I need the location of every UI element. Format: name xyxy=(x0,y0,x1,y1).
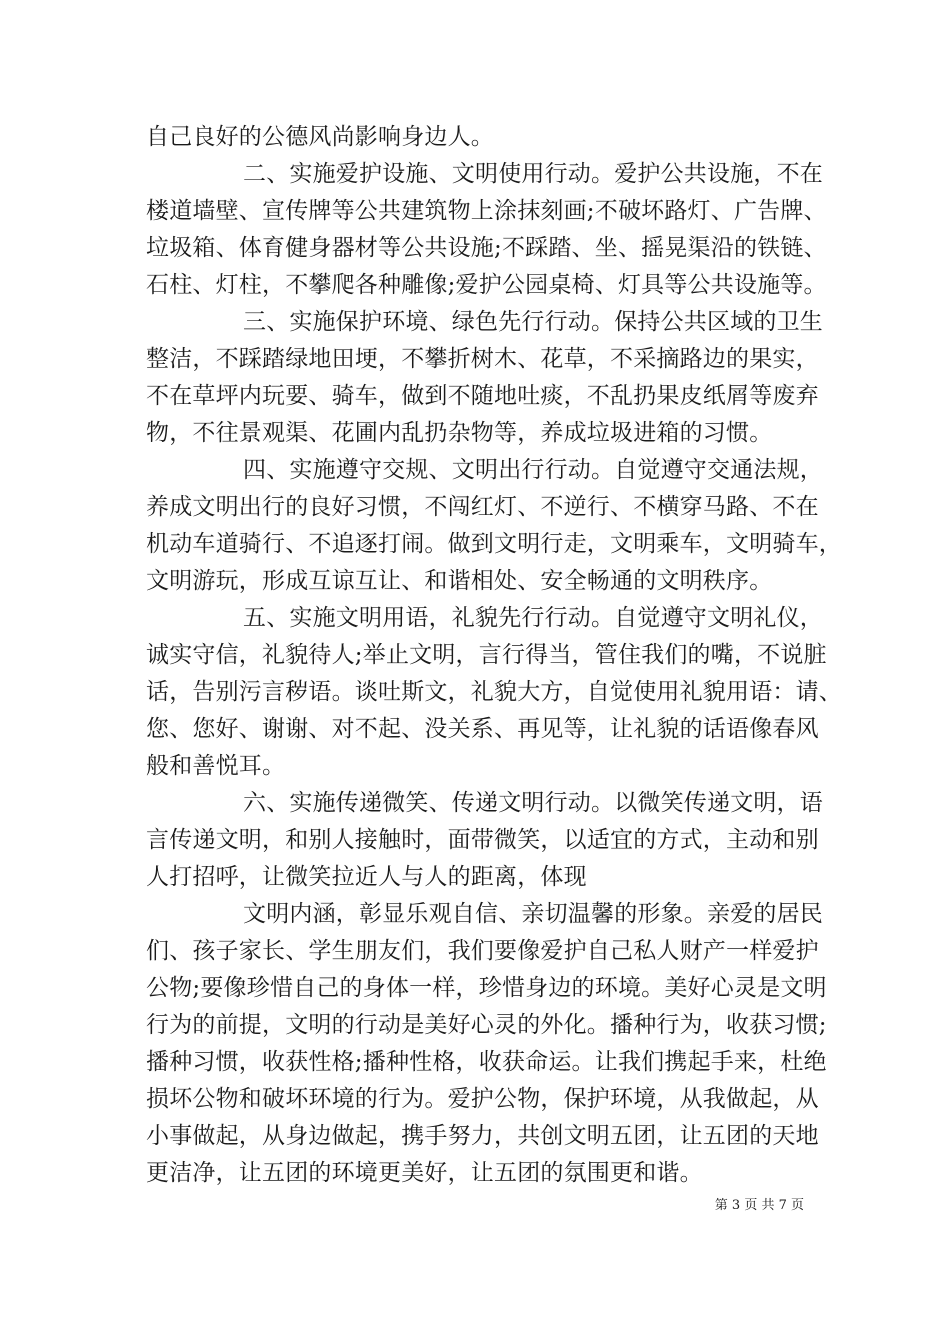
paragraph-line: 整洁，不踩踏绿地田埂，不攀折树木、花草，不采摘路边的果实， xyxy=(146,346,819,372)
paragraph-line: 播种习惯，收获性格;播种性格，收获命运。让我们携起手来，杜绝 xyxy=(146,1049,827,1075)
paragraph-line: 损坏公物和破坏环境的行为。爱护公物，保护环境，从我做起，从 xyxy=(146,1086,819,1112)
paragraph-line: 机动车道骑行、不追逐打闹。做到文明行走，文明乘车，文明骑车， xyxy=(146,531,842,557)
paragraph-line: 小事做起，从身边做起，携手努力，共创文明五团，让五团的天地 xyxy=(146,1123,819,1149)
paragraph-line: 公物;要像珍惜自己的身体一样，珍惜身边的环境。美好心灵是文明 xyxy=(146,975,827,1001)
paragraph-line: 四、实施遵守交规、文明出行行动。自觉遵守交通法规， xyxy=(243,457,823,483)
paragraph-line: 文明内涵，彰显乐观自信、亲切温馨的形象。亲爱的居民 xyxy=(243,901,823,927)
paragraph-line: 楼道墙壁、宣传牌等公共建筑物上涂抹刻画;不破坏路灯、广告牌、 xyxy=(146,198,827,224)
paragraph-line: 五、实施文明用语，礼貌先行行动。自觉遵守文明礼仪， xyxy=(243,605,823,631)
paragraph-line: 垃圾箱、体育健身器材等公共设施;不踩踏、坐、摇晃渠沿的铁链、 xyxy=(146,235,827,261)
page-number: 第 3 页 共 7 页 xyxy=(714,1198,804,1213)
paragraph-line: 诚实守信，礼貌待人;举止文明，言行得当，管住我们的嘴，不说脏 xyxy=(146,642,827,668)
paragraph-line: 六、实施传递微笑、传递文明行动。以微笑传递文明，语 xyxy=(243,790,823,816)
paragraph-line: 养成文明出行的良好习惯，不闯红灯、不逆行、不横穿马路、不在 xyxy=(146,494,819,520)
paragraph-line: 更洁净，让五团的环境更美好，让五团的氛围更和谐。 xyxy=(146,1160,703,1186)
paragraph-line: 般和善悦耳。 xyxy=(146,753,286,779)
paragraph-line: 文明游玩，形成互谅互让、和谐相处、安全畅通的文明秩序。 xyxy=(146,568,773,594)
paragraph-line: 自己良好的公德风尚影响身边人。 xyxy=(146,124,494,150)
paragraph-line: 石柱、灯柱，不攀爬各种雕像;爱护公园桌椅、灯具等公共设施等。 xyxy=(146,272,827,298)
paragraph-line: 人打招呼，让微笑拉近人与人的距离，体现 xyxy=(146,864,587,890)
paragraph-line: 不在草坪内玩要、骑车，做到不随地吐痰，不乱扔果皮纸屑等废弃 xyxy=(146,383,819,409)
paragraph-line: 话，告别污言秽语。谈吐斯文，礼貌大方，自觉使用礼貌用语：请、 xyxy=(146,679,842,705)
paragraph-line: 您、您好、谢谢、对不起、没关系、再见等，让礼貌的话语像春风 xyxy=(146,716,819,742)
paragraph-line: 言传递文明，和别人接触时，面带微笑，以适宜的方式，主动和别 xyxy=(146,827,819,853)
paragraph-line: 行为的前提，文明的行动是美好心灵的外化。播种行为，收获习惯; xyxy=(146,1012,827,1038)
paragraph-line: 二、实施爱护设施、文明使用行动。爱护公共设施，不在 xyxy=(243,161,823,187)
paragraph-line: 物，不往景观渠、花圃内乱扔杂物等，养成垃圾进箱的习惯。 xyxy=(146,420,773,446)
paragraph-line: 三、实施保护环境、绿色先行行动。保持公共区域的卫生 xyxy=(243,309,823,335)
paragraph-line: 们、孩子家长、学生朋友们，我们要像爱护自己私人财产一样爱护 xyxy=(146,938,819,964)
